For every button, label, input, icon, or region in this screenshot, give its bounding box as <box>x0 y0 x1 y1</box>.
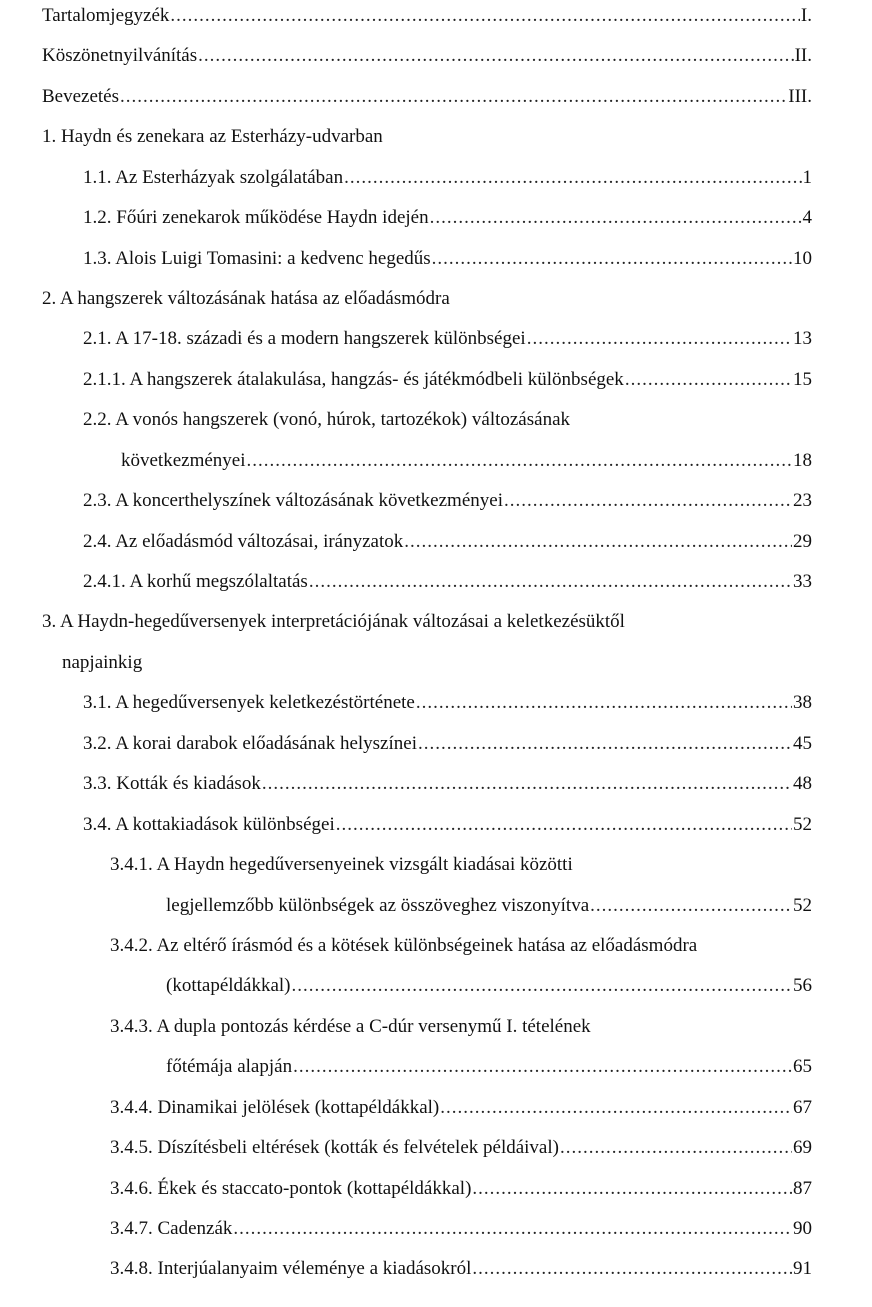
dot-leader <box>344 165 801 191</box>
toc-entry-page-number: 23 <box>793 490 812 511</box>
toc-entry-page-number: 10 <box>793 248 812 269</box>
toc-entry <box>83 488 812 514</box>
toc-entry <box>83 246 812 272</box>
toc-entry-title: Köszönetnyilvánítás <box>42 45 198 66</box>
toc-entry <box>110 1176 812 1202</box>
dot-leader <box>198 43 793 69</box>
dot-leader <box>404 529 792 555</box>
toc-entry-page-number: 91 <box>793 1258 812 1279</box>
toc-entry <box>166 1054 812 1080</box>
toc-entry <box>83 407 570 433</box>
dot-leader <box>472 1256 792 1282</box>
dot-leader <box>120 84 787 110</box>
toc-entry <box>83 690 812 716</box>
toc-entry-title: 3.4. A kottakiadások különbségei <box>83 814 335 835</box>
toc-entry-title: 1.3. Alois Luigi Tomasini: a kedvenc hegedűs <box>83 248 431 269</box>
toc-entry-title: 3.4.7. Cadenzák <box>110 1218 233 1239</box>
toc-entry-title: 2.4. Az előadásmód változásai, irányzatok <box>83 531 404 552</box>
toc-entry-title: 1.1. Az Esterházyak szolgálatában <box>83 167 344 188</box>
toc-entry-page-number: 65 <box>793 1056 812 1077</box>
toc-entry <box>110 1216 812 1242</box>
dot-leader <box>416 690 792 716</box>
toc-entry <box>166 973 812 999</box>
toc-entry-title: legjellemzőbb különbségek az összöveghez viszonyítva <box>166 895 590 916</box>
toc-entry-title: 3.4.1. A Haydn hegedűversenyeinek vizsgált kiadásai közötti <box>110 854 573 875</box>
toc-entry-title: 3.4.5. Díszítésbeli eltérések (kották és felvételek példáival) <box>110 1137 559 1158</box>
toc-entry-page-number: 29 <box>793 531 812 552</box>
toc-entry-page-number: 56 <box>793 975 812 996</box>
toc-entry-page-number: 67 <box>793 1097 812 1118</box>
dot-leader <box>432 246 792 272</box>
dot-leader <box>170 3 800 29</box>
toc-entry-page-number: III. <box>788 86 812 107</box>
toc-entry <box>42 609 625 635</box>
toc-entry-page-number: 18 <box>793 450 812 471</box>
toc-entry <box>110 1014 591 1040</box>
toc-entry-page-number: 38 <box>793 692 812 713</box>
toc-entry-title: 3.4.8. Interjúalanyaim véleménye a kiadásokról <box>110 1258 472 1279</box>
toc-entry-title: 3.1. A hegedűversenyek keletkezéstörténete <box>83 692 415 713</box>
toc-entry-title: 2.3. A koncerthelyszínek változásának következményei <box>83 490 503 511</box>
toc-entry-title: következményei <box>121 450 246 471</box>
toc-entry <box>62 650 142 676</box>
toc-entry <box>42 124 383 150</box>
toc-entry <box>83 812 812 838</box>
toc-entry-page-number: I. <box>800 5 812 26</box>
dot-leader <box>430 205 802 231</box>
dot-leader <box>625 367 792 393</box>
toc-entry-title: 3.4.2. Az eltérő írásmód és a kötések különbségeinek hatása az előadásmódra <box>110 935 698 956</box>
toc-entry-page-number: 48 <box>793 773 812 794</box>
toc-entry <box>42 286 450 312</box>
dot-leader <box>292 973 792 999</box>
toc-entry <box>166 893 812 919</box>
toc-entry-title: Tartalomjegyzék <box>42 5 170 26</box>
toc-entry <box>110 1135 812 1161</box>
toc-entry-title: 1.2. Főúri zenekarok működése Haydn idején <box>83 207 429 228</box>
toc-entry <box>42 3 812 29</box>
toc-entry-page-number: 69 <box>793 1137 812 1158</box>
toc-entry-title: 2.1. A 17-18. századi és a modern hangszerek különbségei <box>83 328 526 349</box>
toc-entry-title: 2.2. A vonós hangszerek (vonó, húrok, tartozékok) változásának <box>83 409 571 430</box>
toc-entry-page-number: 1 <box>802 167 812 188</box>
dot-leader <box>560 1135 792 1161</box>
toc-entry-title: 1. Haydn és zenekara az Esterházy-udvarban <box>42 126 383 147</box>
toc-entry-title: 2. A hangszerek változásának hatása az előadásmódra <box>42 288 450 309</box>
toc-entry <box>42 84 812 110</box>
toc-entry-title: 2.1.1. A hangszerek átalakulása, hangzás- és játékmódbeli különbségek <box>83 369 624 390</box>
toc-entry-title: 2.4.1. A korhű megszólaltatás <box>83 571 308 592</box>
toc-entry-page-number: 52 <box>793 895 812 916</box>
toc-entry <box>83 569 812 595</box>
toc-entry <box>83 326 812 352</box>
dot-leader <box>309 569 792 595</box>
toc-entry <box>83 771 812 797</box>
dot-leader <box>504 488 792 514</box>
toc-entry-page-number: 87 <box>793 1178 812 1199</box>
dot-leader <box>418 731 792 757</box>
toc-entry <box>83 367 812 393</box>
toc-entry <box>110 933 697 959</box>
toc-entry-title: 3. A Haydn-hegedűversenyek interpretációjának változásai a keletkezésüktől <box>42 611 625 632</box>
toc-entry-page-number: 4 <box>802 207 812 228</box>
toc-entry-page-number: 13 <box>793 328 812 349</box>
toc-entry-title: (kottapéldákkal) <box>166 975 291 996</box>
dot-leader <box>233 1216 792 1242</box>
dot-leader <box>527 326 792 352</box>
toc-entry-page-number: II. <box>794 45 812 66</box>
toc-entry-page-number: 52 <box>793 814 812 835</box>
toc-entry-page-number: 90 <box>793 1218 812 1239</box>
toc-entry <box>83 205 812 231</box>
toc-entry-title: 3.4.3. A dupla pontozás kérdése a C-dúr versenymű I. tételének <box>110 1016 591 1037</box>
toc-entry-page-number: 15 <box>793 369 812 390</box>
toc-entry <box>83 165 812 191</box>
toc-entry-page-number: 33 <box>793 571 812 592</box>
dot-leader <box>293 1054 792 1080</box>
toc-entry-page-number: 45 <box>793 733 812 754</box>
toc-entry-title: 3.2. A korai darabok előadásának helyszínei <box>83 733 417 754</box>
toc-entry-title: Bevezetés <box>42 86 120 107</box>
dot-leader <box>472 1176 792 1202</box>
toc-entry-title: 3.4.4. Dinamikai jelölések (kottapéldákkal) <box>110 1097 440 1118</box>
dot-leader <box>440 1095 792 1121</box>
toc-entry-title: főtémája alapján <box>166 1056 293 1077</box>
toc-entry <box>110 1256 812 1282</box>
toc-entry <box>110 1095 812 1121</box>
toc-entry-title: 3.4.6. Ékek és staccato-pontok (kottapéldákkal) <box>110 1178 472 1199</box>
dot-leader <box>590 893 792 919</box>
toc-entry <box>42 43 812 69</box>
dot-leader <box>262 771 792 797</box>
toc-entry-title: napjainkig <box>62 652 143 673</box>
dot-leader <box>336 812 792 838</box>
toc-entry-title: 3.3. Kották és kiadások <box>83 773 261 794</box>
toc-entry <box>83 731 812 757</box>
toc-entry <box>110 852 573 878</box>
toc-entry <box>83 529 812 555</box>
toc-entry <box>121 448 812 474</box>
dot-leader <box>247 448 792 474</box>
